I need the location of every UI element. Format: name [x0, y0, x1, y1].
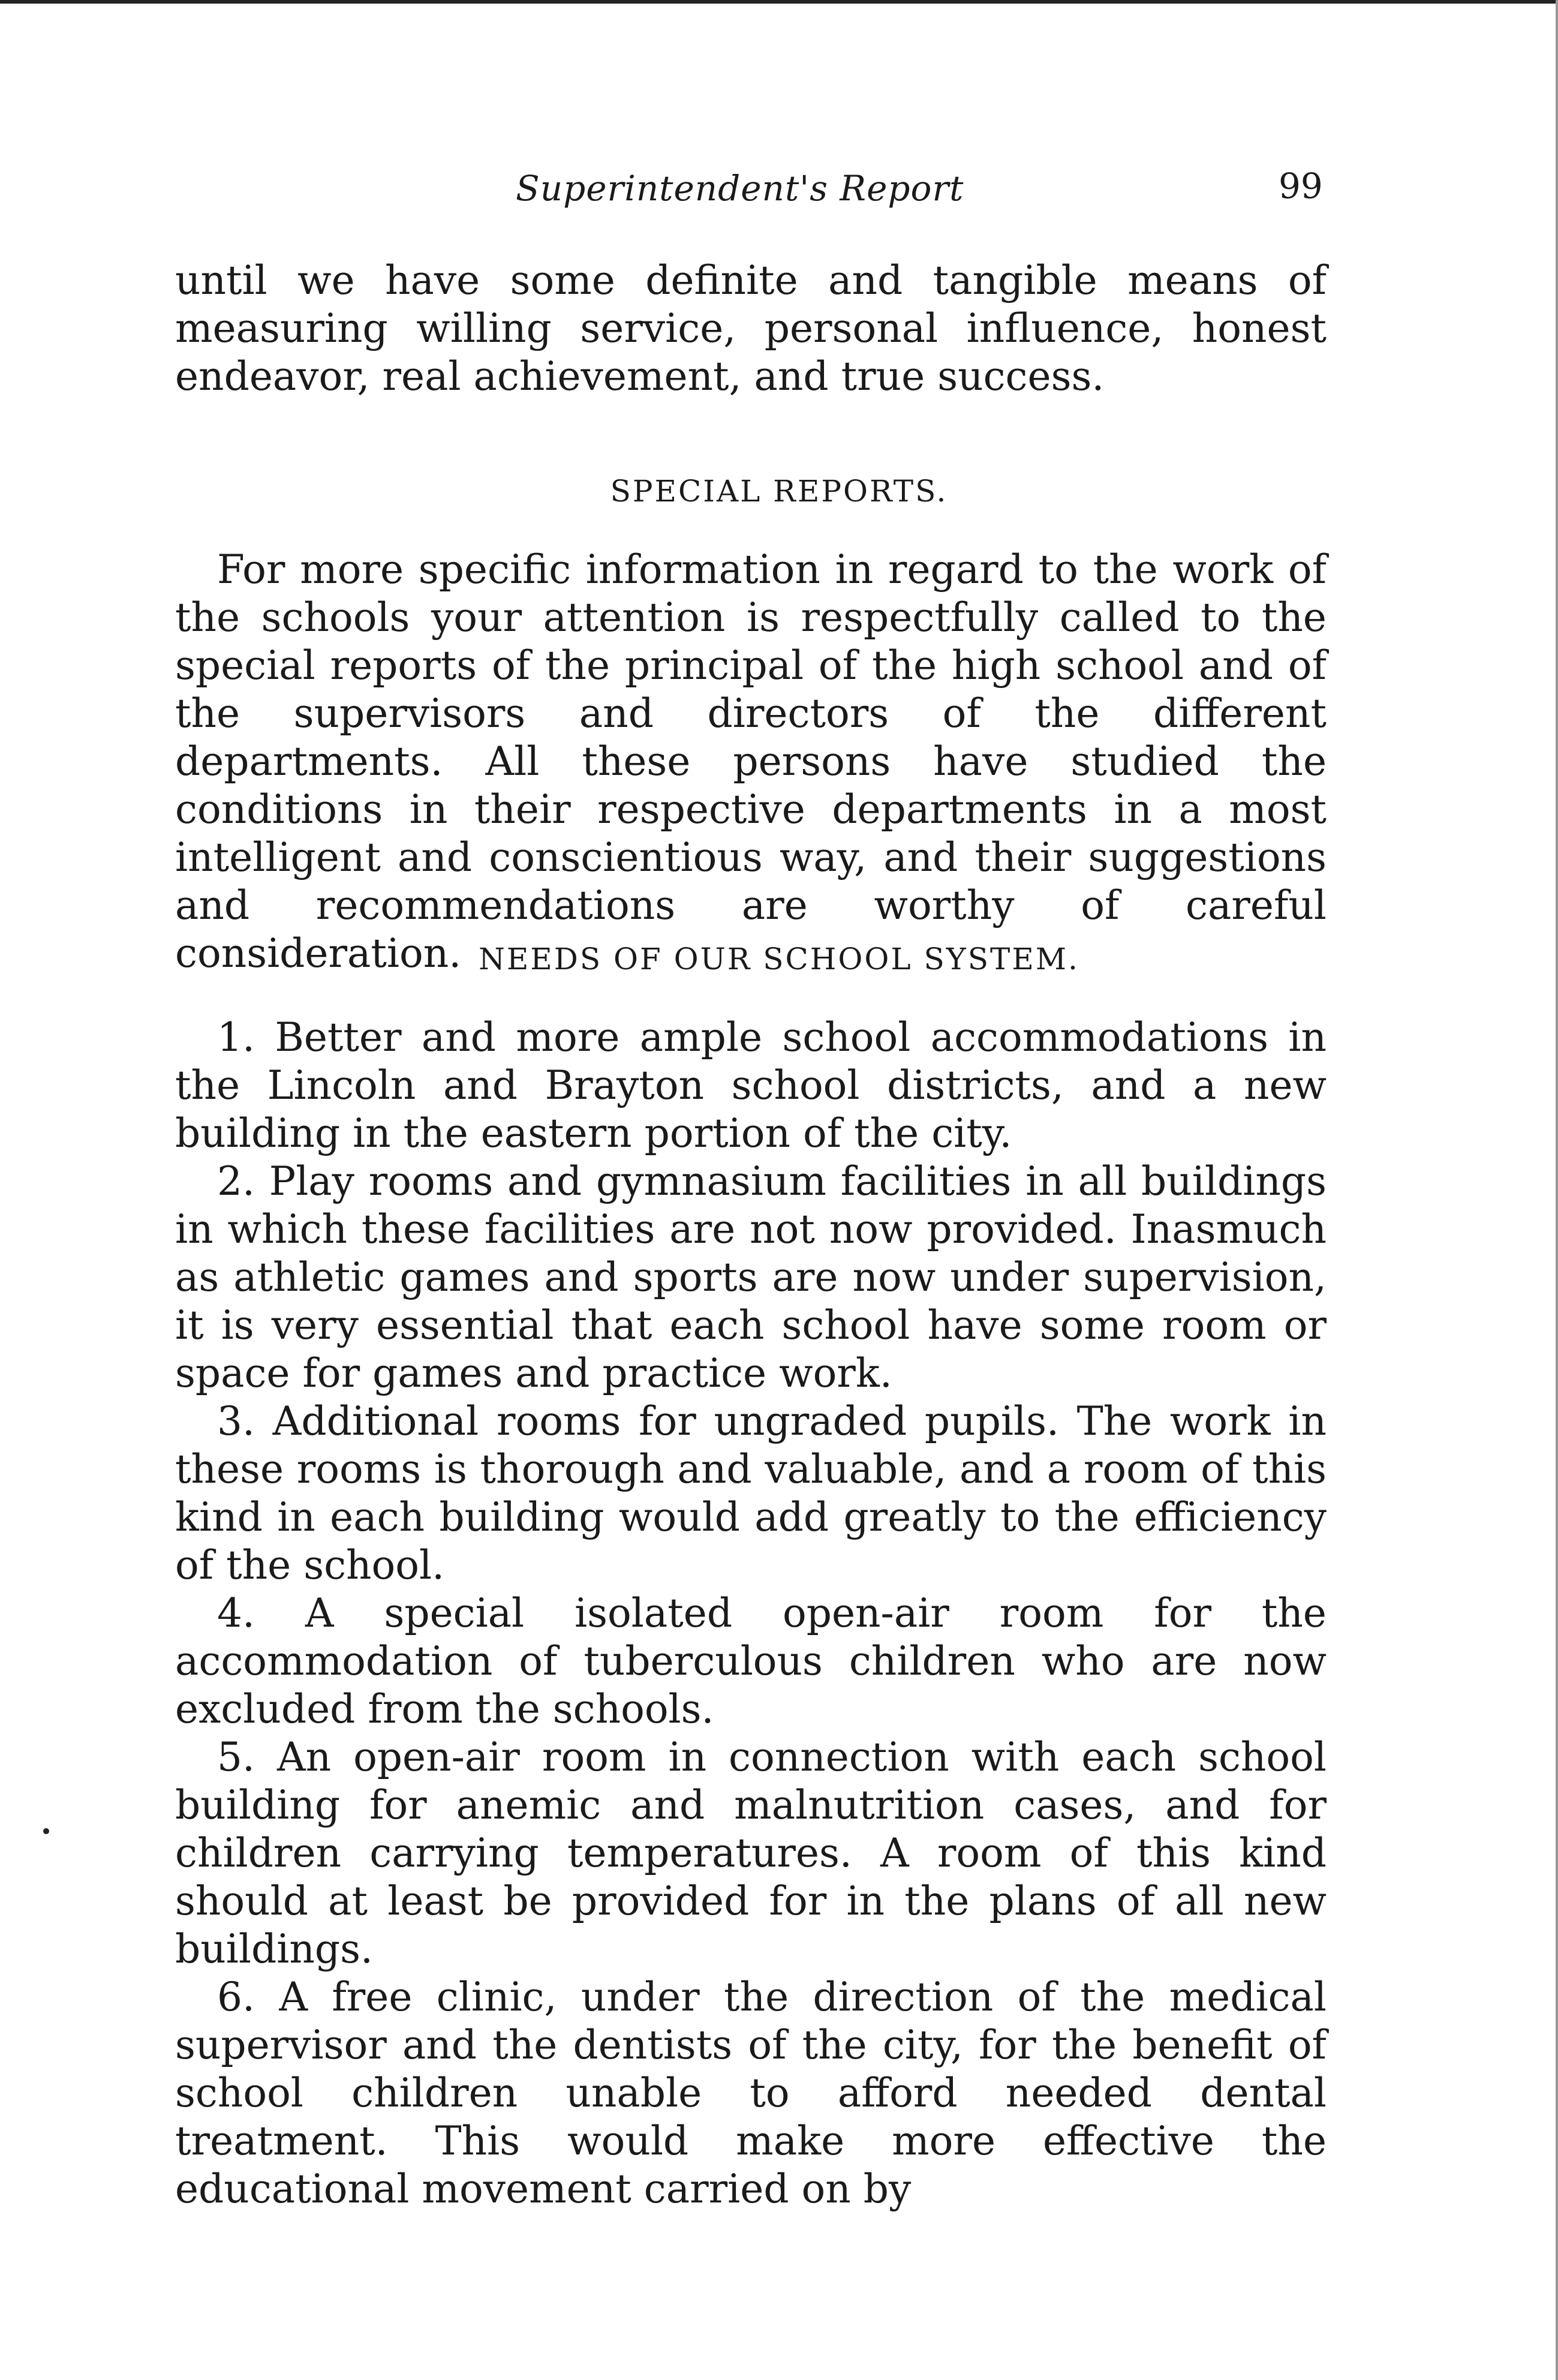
needs-item-6: 6. A free clinic, under the direction of the medical supervisor and the dentists of the city, for the benefit of school children unable to afford needed dental treatment. This would make more effective the educational movement carried on by — [175, 1974, 1327, 2212]
page-top-edge — [0, 0, 1558, 4]
needs-item-3: 3. Additional rooms for ungraded pupils. The work in these rooms is thorough and valuable, and a room of this kind in each building would add greatly to the efficiency of the school. — [175, 1398, 1327, 1588]
intro-paragraph: until we have some definite and tangible means of measuring willing service, personal influence, honest endeavor, real achievement, and true success. — [175, 257, 1327, 399]
needs-item-5: 5. An open-air room in connection with each school building for anemic and malnutrition cases, and for children carrying temperatures. A room of this kind should at least be provided for in the plans of all new buildings. — [175, 1734, 1327, 1972]
running-header — [0, 162, 1558, 210]
running-title: Superintendent's Report — [516, 168, 964, 209]
special-reports-paragraph: For more specific information in regard to the work of the schools your attention is respectfully called to the special reports of the principal of the high school and of the supervisors and directors of the different departments. All these persons have studied the conditions in their respective departments in a most intelligent and conscientious way, and their suggestions and recommendations are worthy of careful consideration. — [175, 546, 1327, 976]
special-reports-block — [175, 546, 1327, 978]
page-number: 99 — [1279, 166, 1323, 206]
intro-paragraph-block — [175, 257, 1327, 401]
needs-item-2: 2. Play rooms and gymnasium facilities in all buildings in which these facilities are not now provided. Inasmuch as athletic games and sports are now under supervision, it is very essential that each school have some room or space for games and practice work. — [175, 1158, 1327, 1396]
needs-item-1: 1. Better and more ample school accommodations in the Lincoln and Brayton school districts, and a new building in the eastern portion of the city. — [175, 1014, 1327, 1156]
needs-list — [175, 1014, 1327, 2213]
page-right-edge — [1556, 0, 1558, 2380]
needs-item-4: 4. A special isolated open-air room for the accommodation of tuberculous children who are now excluded from the schools. — [175, 1590, 1327, 1732]
margin-dot-mark — [43, 1828, 49, 1834]
needs-heading: NEEDS OF OUR SCHOOL SYSTEM. — [479, 942, 1079, 976]
special-reports-heading: SPECIAL REPORTS. — [610, 474, 948, 509]
